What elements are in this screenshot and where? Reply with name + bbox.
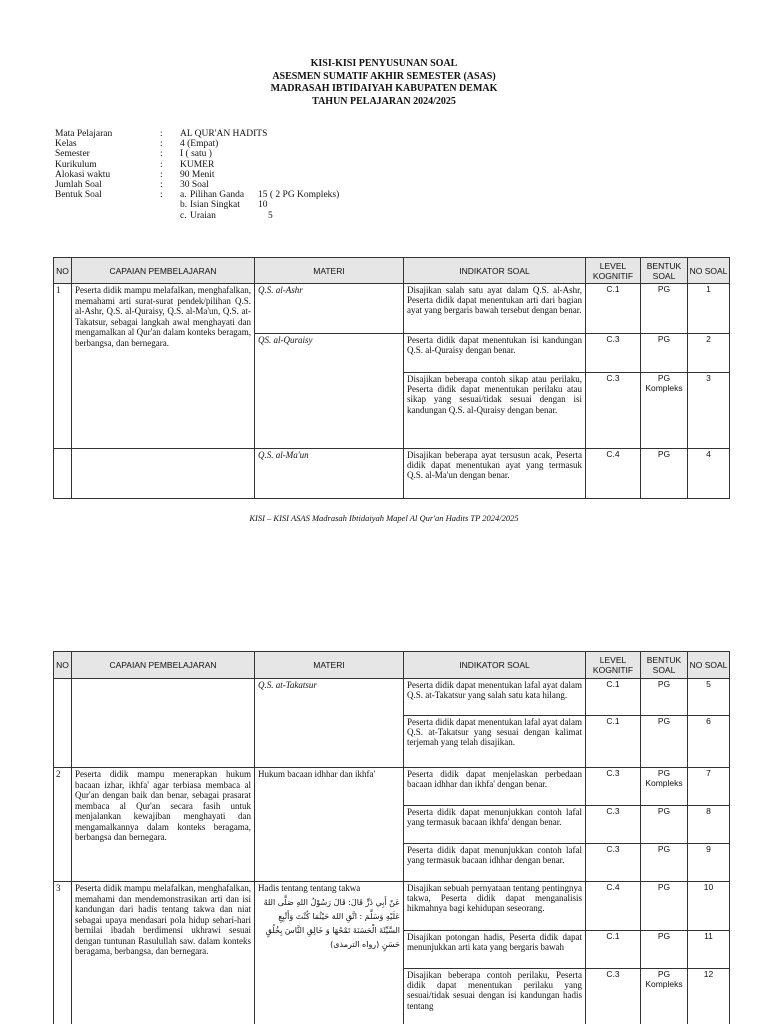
info-label: Kurikulum [55,159,97,170]
header-no: NO [54,258,72,284]
indikator-cell: Peserta didik dapat menentukan lafal ayat dalam Q.S. at-Takatsur yang salah satu kata hilang. [404,679,586,716]
indikator-cell: Peserta didik dapat menentukan isi kandungan Q.S. al-Quraisy dengan benar. [404,334,586,373]
info-label: Jumlah Soal [55,179,102,190]
bentuk-cell: PG [641,334,688,373]
nosoal-cell: 4 [688,449,730,499]
info-label: Bentuk Soal [55,190,102,201]
materi-hadis-title: Hadis tentang tentang takwa [258,883,361,893]
page-footer: KISI – KISI ASAS Madrasah Ibtidaiyah Mapel Al Qur'an Hadits TP 2024/2025 [249,513,519,523]
info-colon: : [160,149,163,160]
table-row [54,768,730,806]
info-label: Semester [55,149,90,160]
level-cell: C.1 [586,931,641,969]
bentuk-cell: PG [641,679,688,716]
table-row [54,284,730,334]
info-label: Mata Pelajaran [55,129,113,139]
nosoal-cell: 12 [688,969,730,1024]
nosoal-cell: 10 [688,882,730,931]
header-materi: MATERI [255,258,404,284]
indikator-cell: Peserta didik dapat menjelaskan perbedaan bacaan idhhar dan ikhfa' dengan benar. [404,768,586,806]
level-cell: C.3 [586,806,641,844]
table-row [54,679,730,716]
indikator-cell: Disajikan sebuah pernyataan tentang pentingnya takwa, Peserta didik dapat menganalisis hikmahnya bagi kehidupan seseorang. [404,882,586,931]
header-level: LEVEL KOGNITIF [586,258,641,284]
indikator-cell: Disajikan potongan hadis, Peserta didik dapat menunjukkan arti kata yang bergaris bawah [404,931,586,969]
materi-cell [255,882,404,1024]
info-row [55,180,339,190]
question-type-letter: b. [180,200,188,211]
info-label: Kelas [55,139,77,150]
info-colon: : [160,169,163,180]
capaian-text: Peserta didik mampu menerapkan hukum bacaan izhar, ikhfa' agar terbiasa membaca al Qur'an dengan baik dan benar, sebagai prasarat membaca al Qur'an secara fasih untuk menjalankan kewajiban menghayati dan mengamalkannya dalam konteks beragama, berbangsa dan bernegara. [72,768,255,882]
indikator-cell: Peserta didik dapat menunjukkan contoh lafal yang termasuk bacaan ikhfa' dengan benar. [404,806,586,844]
info-row [55,139,339,149]
info-value: 30 Soal [180,179,209,190]
capaian-text [72,449,255,499]
info-row [55,170,339,180]
nosoal-cell: 11 [688,931,730,969]
level-cell: C.3 [586,373,641,449]
nosoal-cell: 1 [688,284,730,334]
info-row [55,149,339,159]
question-type-count: 10 [258,200,268,211]
bentuk-cell: PG Kompleks [641,768,688,806]
page-separator [0,562,768,622]
bentuk-cell: PG Kompleks [641,373,688,449]
nosoal-cell: 2 [688,334,730,373]
info-colon: : [160,129,163,139]
info-colon: : [160,179,163,190]
level-cell: C.3 [586,768,641,806]
table-row [54,449,730,499]
question-type-letter: c. [180,210,187,221]
info-colon: : [160,139,163,150]
nosoal-cell: 3 [688,373,730,449]
level-cell: C.1 [586,716,641,768]
indikator-cell: Disajikan beberapa contoh sikap atau perilaku, Peserta didik dapat menentukan perilaku atau sikap yang sesuai/tidak sesuai dengan isi kandungan Q.S. al-Quraisy dengan benar. [404,373,586,449]
bentuk-cell: PG [641,844,688,882]
header-level: LEVEL KOGNITIF [586,652,641,679]
bentuk-cell: PG [641,931,688,969]
question-type-letter: a. [180,190,187,201]
row-number [54,449,72,499]
info-row-bentuk [55,190,339,200]
info-colon: : [160,190,163,201]
capaian-text [72,679,255,768]
title-line: TAHUN PELAJARAN 2024/2025 [312,95,456,107]
level-cell: C.3 [586,334,641,373]
header-nosoal: NO SOAL [688,652,730,679]
level-cell: C.1 [586,679,641,716]
level-cell: C.1 [586,284,641,334]
title-line: KISI-KISI PENYUSUNAN SOAL [310,58,458,69]
header-materi: MATERI [255,652,404,679]
info-value: 4 (Empat) [180,139,219,150]
indikator-cell: Disajikan salah satu ayat dalam Q.S. al-Ashr, Peserta didik dapat menentukan arti dari bagian ayat yang bergaris bawah tersebut dengan benar. [404,284,586,334]
question-type-name: Uraian [190,210,216,221]
info-label: Alokasi waktu [55,169,111,180]
bentuk-cell: PG [641,449,688,499]
table-header-row [54,652,730,679]
header-capaian: CAPAIAN PEMBELAJARAN [72,652,255,679]
materi-cell: Hukum bacaan idhhar dan ikhfa' [255,768,404,882]
document-title [0,58,768,108]
info-row-bentuk [55,200,339,210]
header-indikator: INDIKATOR SOAL [404,258,586,284]
indikator-cell: Peserta didik dapat menunjukkan contoh lafal yang termasuk bacaan idhhar dengan benar. [404,844,586,882]
capaian-text: Peserta didik mampu melafalkan, menghafalkan, memahami arti surat-surat pendek/pilihan Q.S. al-Ashr, Q.S. al-Quraisy, Q.S. al-Ma'un, Q.S. at-Takatsur, sebagai langkah awal menghayati dan mengamalkan al Qur'an dalam konteks beragam, berbangsa, dan bernegara. [72,284,255,449]
nosoal-cell: 7 [688,768,730,806]
materi-cell: Q.S. at-Takatsur [255,679,404,768]
nosoal-cell: 5 [688,679,730,716]
nosoal-cell: 6 [688,716,730,768]
level-cell: C.3 [586,969,641,1024]
grid-table-page-1 [53,257,730,499]
title-line: MADRASAH IBTIDAIYAH KABUPATEN DEMAK [270,83,498,94]
nosoal-cell: 9 [688,844,730,882]
bentuk-cell: PG [641,806,688,844]
level-cell: C.4 [586,449,641,499]
table-row [54,882,730,931]
info-colon: : [160,159,163,170]
row-number: 2 [54,768,72,882]
info-value: 90 Menit [180,169,215,180]
header-nosoal: NO SOAL [688,258,730,284]
materi-cell: Q.S. al-Ashr [255,284,404,334]
title-line: ASESMEN SUMATIF AKHIR SEMESTER (ASAS) [272,70,496,82]
question-type-name: Isian Singkat [190,200,240,211]
capaian-text: Peserta didik mampu melafalkan, menghafalkan, memahami dan mendemonstrasikan arti dan isi kandungan dari hadis tentang takwa dan niat sebagai upaya mendasari pola hidup sehari-hari bernilai ibadah berdimensi ukhrawi sesuai dengan tuntunan Rasulullah saw. dalam konteks beragama, berbangsa, dan bernegara. [72,882,255,1024]
level-cell: C.3 [586,844,641,882]
indikator-cell: Disajikan beberapa ayat tersusun acak, Peserta didik dapat menentukan ayat yang termasuk Q.S. al-Ma'un dengan benar. [404,449,586,499]
level-cell: C.4 [586,882,641,931]
materi-cell: QS. al-Quraisy [255,334,404,449]
info-row [55,129,339,139]
bentuk-cell: PG [641,716,688,768]
header-indikator: INDIKATOR SOAL [404,652,586,679]
arabic-hadith-text: عَنْ أَبِي ذَرٍّ قَالَ: قَالَ رَسُوْلُ اللهِ صَلَّى اللهُ عَلَيْهِ وَسَلَّمَ : اتَّقِ اللهَ حَيْثُمَا كُنْتَ وَأَتْبِعِ السَّيِّئَةَ الْحَسَنَةَ تَمْحُهَا وَ خَالِقِ النَّاسَ بِخُلُقٍ حَسَنٍ (رواه الترمذى) [263,897,400,949]
row-number [54,679,72,768]
header-bentuk: BENTUK SOAL [641,258,688,284]
header-no: NO [54,652,72,679]
question-type-count: 5 [268,210,273,221]
question-type-item [180,211,273,221]
header-capaian: CAPAIAN PEMBELAJARAN [72,258,255,284]
indikator-cell: Disajikan beberapa contoh perilaku, Peserta didik dapat menentukan perilaku yang sesuai/tidak sesuai dengan isi kandungan hadis tentang [404,969,586,1024]
nosoal-cell: 8 [688,806,730,844]
row-number: 3 [54,882,72,1024]
table-header-row [54,258,730,284]
info-value: AL QUR'AN HADITS [180,129,268,139]
bentuk-cell: PG Kompleks [641,969,688,1024]
bentuk-cell: PG [641,882,688,931]
question-type-item [180,200,268,210]
info-value: KUMER [180,159,215,170]
grid-table-page-2 [53,651,730,1024]
row-number: 1 [54,284,72,449]
document-page-2 [0,622,768,1024]
question-type-name: Pilihan Ganda [190,190,245,201]
info-row [55,160,339,170]
header-bentuk: BENTUK SOAL [641,652,688,679]
question-type-count: 15 ( 2 PG Kompleks) [258,190,340,201]
info-row-bentuk [55,211,339,221]
question-type-item [180,190,339,200]
subject-info [55,129,339,221]
bentuk-cell: PG [641,284,688,334]
info-value: I ( satu ) [180,149,212,160]
materi-cell: Q.S. al-Ma'un [255,449,404,499]
indikator-cell: Peserta didik dapat menentukan lafal ayat dalam Q.S. at-Takatsur yang sesuai dengan kalimat terjemah yang telah disajikan. [404,716,586,768]
